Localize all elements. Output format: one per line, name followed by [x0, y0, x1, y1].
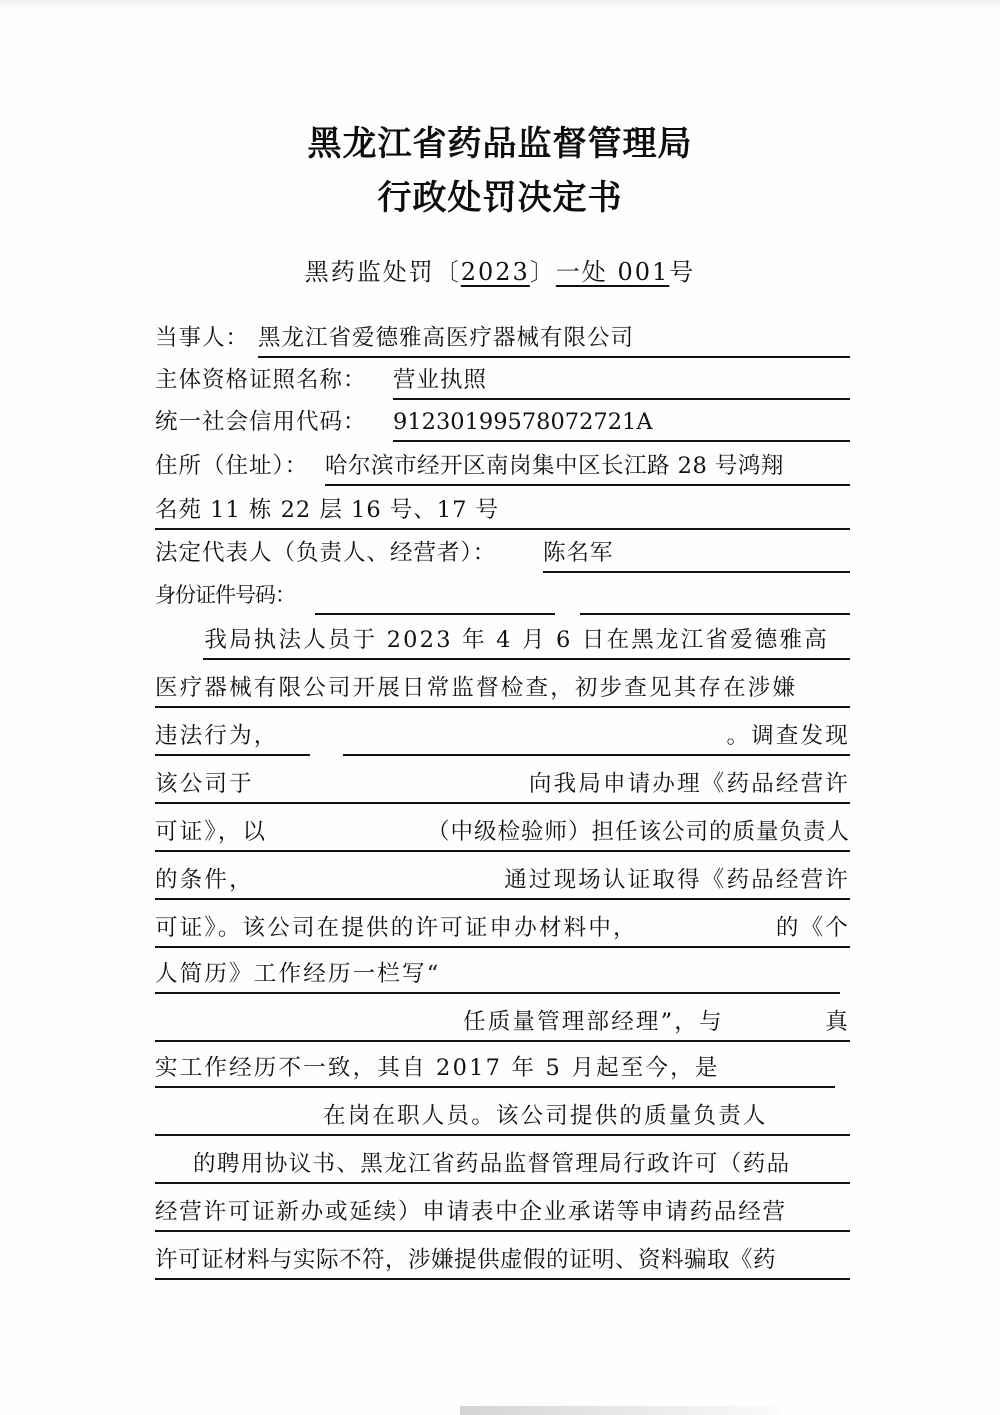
- underline: [155, 898, 850, 900]
- body-text: 可证》，以: [155, 819, 268, 845]
- body-line-11: [155, 1098, 850, 1138]
- underline: [155, 946, 850, 948]
- field-id-number: [155, 577, 850, 617]
- body-text: 实工作经历不一致，其自 2017 年 5 月起至今，是: [155, 1055, 720, 1081]
- underline: [315, 613, 555, 615]
- body-line-5: [155, 814, 850, 854]
- underline: [155, 1040, 850, 1042]
- field-address-cont: [155, 492, 850, 532]
- underline: [580, 613, 850, 615]
- field-party: [155, 320, 850, 360]
- body-line-6: [155, 862, 850, 902]
- body-line-8: [155, 956, 850, 996]
- underline: [343, 754, 850, 756]
- field-license-name: [155, 362, 850, 402]
- body-line-1: [155, 622, 850, 662]
- license-label: 主体资格证照名称：: [155, 367, 367, 393]
- docno-year: 2023: [460, 258, 530, 286]
- field-credit-code: [155, 404, 850, 444]
- address-value-line2: 名苑 11 栋 22 层 16 号、17 号: [155, 497, 500, 523]
- body-line-13: [155, 1194, 850, 1234]
- body-text: 的聘用协议书、黑龙江省药品监督管理局行政许可（药品: [193, 1151, 791, 1177]
- underline: [393, 440, 850, 442]
- address-value-line1: 哈尔滨市经开区南岗集中区长江路 28 号鸿翔: [325, 453, 784, 479]
- docno-suffix: 号: [669, 258, 696, 286]
- underline: [543, 571, 850, 573]
- body-text: 我局执法人员于 2023 年 4 月 6 日在黑龙江省爱德雅高: [155, 627, 829, 653]
- body-text: 医疗器械有限公司开展日常监督检查，初步查见其存在涉嫌: [155, 675, 798, 701]
- body-text: （中级检验师）担任该公司的质量负责人: [426, 819, 850, 845]
- body-line-12: [155, 1146, 850, 1186]
- body-line-3: [155, 718, 850, 758]
- scan-edge-top: [0, 0, 1000, 10]
- body-text: 该公司于: [155, 771, 254, 797]
- underline: [155, 802, 850, 804]
- underline: [155, 528, 850, 530]
- underline: [155, 992, 840, 994]
- party-label: 当事人：: [155, 325, 250, 351]
- issuer-title: 黑龙江省药品监督管理局: [307, 124, 693, 164]
- field-legal-rep: [155, 535, 850, 575]
- body-line-14: [155, 1242, 850, 1282]
- body-text: 真: [825, 1009, 850, 1035]
- underline: [258, 356, 850, 358]
- underline: [393, 398, 850, 400]
- body-line-9: [155, 1004, 850, 1044]
- underline: [155, 850, 850, 852]
- underline: [155, 754, 310, 756]
- address-label: 住所（住址）：: [155, 453, 309, 479]
- underline: [155, 1230, 850, 1232]
- license-value: 营业执照: [393, 367, 488, 393]
- id-number-label: 身份证件号码：: [155, 583, 295, 607]
- body-text: 在岗在职人员。该公司提供的质量负责人: [323, 1103, 768, 1129]
- docno-series: 一处 001: [555, 258, 670, 286]
- docno-prefix: 黑药监处罚〔: [304, 258, 461, 286]
- underline: [155, 1134, 850, 1136]
- underline: [203, 658, 850, 660]
- body-text: 人简历》工作经历一栏写“: [155, 961, 441, 987]
- underline: [155, 1086, 835, 1088]
- body-text: 通过现场认证取得《药品经营许: [504, 867, 850, 893]
- document-number: [0, 252, 1000, 287]
- body-line-10: [155, 1050, 850, 1090]
- body-text: 经营许可证新办或延续）申请表中企业承诺等申请药品经营: [155, 1199, 787, 1225]
- document-type-title: 行政处罚决定书: [377, 178, 623, 218]
- body-line-4: [155, 766, 850, 806]
- scan-edge-bottom: [460, 1406, 780, 1415]
- field-address: [155, 448, 850, 488]
- body-text: 的条件，: [155, 867, 254, 893]
- party-value: 黑龙江省爱德雅高医疗器械有限公司: [258, 325, 635, 351]
- body-text: 违法行为，: [155, 723, 279, 749]
- body-text: 可证》。该公司在提供的许可证申办材料中，: [155, 915, 638, 941]
- underline: [325, 484, 850, 486]
- body-text: 的《个: [775, 915, 850, 941]
- legal-rep-label: 法定代表人（负责人、经营者）：: [155, 540, 497, 566]
- body-text: 许可证材料与实际不符，涉嫌提供虚假的证明、资料骗取《药: [155, 1247, 777, 1273]
- body-text: 。调查发现: [726, 723, 850, 749]
- underline: [155, 1182, 850, 1184]
- underline: [155, 706, 850, 708]
- body-text: 向我局申请办理《药品经营许: [528, 771, 850, 797]
- body-text: 任质量管理部经理”，与: [463, 1009, 724, 1035]
- underline: [155, 1278, 850, 1280]
- docno-mid: 〕: [529, 258, 556, 286]
- credit-code-label: 统一社会信用代码：: [155, 409, 367, 435]
- legal-rep-value: 陈名军: [543, 540, 614, 566]
- body-line-2: [155, 670, 850, 710]
- credit-code-value: 91230199578072721A: [393, 409, 653, 435]
- body-line-7: [155, 910, 850, 950]
